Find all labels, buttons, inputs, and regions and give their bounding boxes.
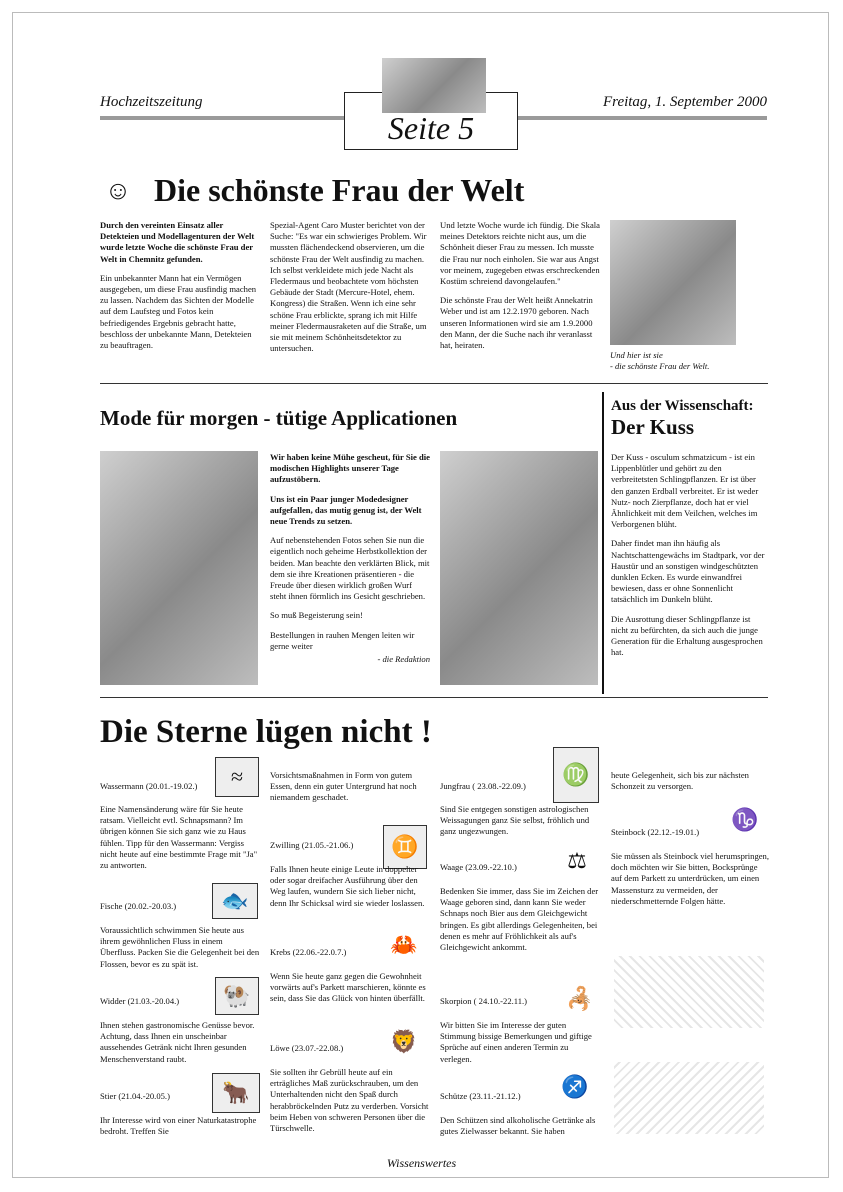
waage-text: Bedenken Sie immer, dass Sie im Zeichen der Waage geboren sind, dann kann Sie weder Schnaps noch Bier aus dem Gleichgewicht bringen. Es gibt allerdings Gelegenheiten, bei denen es mehr auf Fröhlichkeit als auf's Gleichgewicht ankommt. (440, 886, 599, 953)
skorpion-heading: Skorpion ( 24.10.-22.11.) (440, 996, 528, 1006)
schuetze-text: Den Schützen sind alkoholische Getränke als gutes Zielwasser bekannt. Sie haben (440, 1115, 596, 1137)
column4-intro: heute Gelegenheit, sich bis zur nächsten Schonzeit zu versorgen. (611, 770, 749, 792)
schuetze-heading: Schütze (23.11.-21.12.) (440, 1091, 521, 1101)
twins-icon: ♊ (383, 825, 427, 869)
page-number: Seite 5 (387, 110, 475, 146)
column-divider (602, 392, 604, 694)
fische-heading: Fische (20.02.-20.03.) (100, 901, 177, 911)
steinbock-text: Sie müssen als Steinbock viel herumspringen, doch möchten wir Sie bitten, Bocksprünge auf dem Parkett zu unterdrücken, um einen Massensturz zu vermeiden, der niederschmetternde Folgen hätte. (611, 851, 770, 906)
column2-intro: Vorsichtsmaßnahmen in Form von gutem Essen, denn ein guter Untergrund hat noch niemandem geschadet. (270, 770, 417, 803)
article3-p1: Der Kuss - osculum schmatzicum - ist ein Lippenblütler und gehört zu den verbreitetsten Schlingpflanzen. Er ist über den ganzen Erdball verbreitet. Er ist weder Nutz- noch Zierpflanze, doch hat er viel Ähnlichkeit mit dem Veilchen, welches im Verborgenen blüht. (611, 452, 759, 530)
wassermann-text: Eine Namensänderung wäre für Sie heute ratsam. Vielleicht evtl. Schnapsmann? Im übrigen können Sie sich ganz wie zu Haus fühlen. Tipp für den Wassermann: Vergiss nicht heute auf eine bestimmte Frage mit "Ja" zu antworten. (100, 804, 258, 871)
article1-col2-p1: Spezial-Agent Caro Muster berichtet von der Suche: "Es war ein schwieriges Problem. Wir mussten flächendeckend observieren, um die schönste Frau der Welt ausfindig zu machen. Ich selbst verkleidete mich jede Nacht als Fledermaus und beobachtete vom höchsten Gebäude der Stadt (Mercure-Hotel, ehem. Kongress) die Straßen. Wenn ich eine sehr schöne Frau erblickte, sprang ich mit Hilfe meiner Fledermausraketen auf die Straße, um sie mit meinem Schönheitsdetektor zu untersuchen. (270, 220, 427, 354)
stier-text: Ihr Interesse wird von einer Naturkatastrophe bedroht. Treffen Sie (100, 1115, 257, 1137)
woman-photo (610, 220, 736, 345)
article2-p2: Auf nebenstehenden Fotos sehen Sie nun die eigentlich noch geheime Herbstkollektion der beiden. Man beachte den verklärten Blick, mit dem sie ihre Kreationen präsentieren - die Freude über diesen wirklich großen Wurf steht ihnen förmlich ins Gesicht geschrieben. (270, 535, 430, 602)
ram-icon: 🐏 (215, 977, 259, 1015)
scales-icon: ⚖ (556, 838, 598, 884)
divider-2 (100, 697, 768, 698)
article3-p3: Die Ausrottung dieser Schlingpflanze ist nicht zu befürchten, da sich auch die junge Generation für die Erhaltung ausgesprochen hat. (611, 613, 763, 658)
article1-title: Die schönste Frau der Welt (154, 172, 525, 208)
widder-heading: Widder (21.03.-20.04.) (100, 996, 180, 1006)
article1-caption-1: Und hier ist sie (610, 350, 663, 360)
header-left: Hochzeitszeitung (100, 94, 203, 110)
loewe-text: Sie sollten ihr Gebrüll heute auf ein erträgliches Maß zurückschrauben, um den Unterhaltenden nicht den Spaß durch herabbröckelnden Putz zu verderben. Vorsicht beim Heben von schweren Personen über die Türschwelle. (270, 1067, 429, 1134)
article2-p4: Bestellungen in rauhen Mengen leiten wir gerne weiter (270, 629, 415, 651)
stier-heading: Stier (21.04.-20.05.) (100, 1091, 170, 1101)
loewe-heading: Löwe (23.07.-22.08.) (270, 1043, 344, 1053)
article2-lead-2: Uns ist ein Paar junger Modedesigner aufgefallen, das mutig genug ist, der Welt neue Trends zu setzen. (270, 493, 422, 527)
article2-signature: - die Redaktion (377, 654, 430, 665)
girl-photo (100, 451, 258, 685)
krebs-heading: Krebs (22.06.-22.0.7.) (270, 947, 347, 957)
footer-section: Wissenswertes (386, 1156, 457, 1170)
fish-icon: 🐟 (212, 883, 258, 919)
article2-title: Mode für morgen - tütige Applicationen (100, 406, 458, 430)
zwilling-heading: Zwilling (21.05.-21.06.) (270, 840, 354, 850)
couple-photo (382, 58, 486, 113)
article1-col3-p1: Und letzte Woche wurde ich fündig. Die Skala meines Detektors reichte nicht aus, um die Schönheit dieser Frau zu messen. Ich musste die Frau nur noch einholen. Sie war aus Angst vor meinem, zugegeben etwas erschreckenden Kostüm schreiend davongelaufen." (440, 220, 600, 287)
bull-icon: 🐂 (212, 1073, 260, 1113)
article2-p3: So muß Begeisterung sein! (270, 610, 363, 621)
horoscope-title: Die Sterne lügen nicht ! (100, 714, 432, 750)
article3-title: Der Kuss (611, 415, 695, 439)
ibex-icon: ♑ (722, 800, 768, 840)
article1-col1-p2: Ein unbekannter Mann hat ein Vermögen ausgegeben, um diese Frau ausfindig machen zu lassen. Nachdem das Sichten der Modelle auf dem Laufsteg und Fotos kein befriedigendes Ergebnis gebracht hatte, beschloss der unbekannte Mann, Detekteien zu beauftragen. (100, 272, 257, 351)
archer-icon: ♐ (552, 1065, 598, 1109)
boy-photo (440, 451, 598, 685)
lion-icon: 🦁 (381, 1018, 427, 1066)
woman-face-icon: ☺ (100, 170, 136, 212)
skorpion-text: Wir bitten Sie im Interesse der guten Stimmung bissige Bemerkungen und giftige Sprüche auf einen anderen Termin zu verlegen. (440, 1020, 592, 1064)
divider-1 (100, 383, 768, 384)
jungfrau-text: Sind Sie entgegen sonstigen astrologischen Weissagungen ganz Sie selbst, fröhlich und ganz ungezwungen. (440, 804, 590, 837)
header-date: Freitag, 1. September 2000 (603, 94, 767, 110)
krebs-text: Wenn Sie heute ganz gegen die Gewohnheit vorwärts auf's Parkett marschieren, könnte es sein, dass Sie das Glück von hinten überfällt. (270, 971, 426, 1004)
wave-icon: ≈ (215, 757, 259, 797)
article1-lead: Durch den vereinten Einsatz aller Detekteien und Modellagenturen der Welt wurde letzte Woche die schönste Frau der Welt in Chemnitz gefunden. (100, 220, 255, 264)
article3-kicker: Aus der Wissenschaft: (611, 398, 754, 414)
widder-text: Ihnen stehen gastronomische Genüsse bevor. Achtung, dass Ihnen ein unscheinbar aussehendes Getränk nicht Ihren gesunden Menschenverstand raubt. (100, 1020, 255, 1064)
fische-text: Voraussichtlich schwimmen Sie heute aus ihrem gewöhnlichen Fluss in einem Überfluss. Packen Sie die Gelegenheit bei den Flossen, bevor es zu spät ist. (100, 925, 260, 969)
wassermann-heading: Wassermann (20.01.-19.02.) (100, 781, 198, 791)
article3-p2: Daher findet man ihn häufig als Nachtschattengewächs im Stadtpark, vor der Haustür und an sonstigen windgeschützten dunklen Ecken. Es wurde einwandfrei bewiesen, dass er ohne Sonnenlicht tatsächlich im Dunkeln blüht. (611, 538, 765, 605)
crab-icon: 🦀 (381, 926, 427, 964)
scorpion-icon: 🦂 (560, 984, 600, 1014)
article1-col3-p2: Die schönste Frau der Welt heißt Annekatrin Weber und ist am 12.2.1970 geboren. Nach unseren Informationen wird sie am 1.9.2000 den Mann, der die Suche nach ihr veranlasst hat, heiraten. (440, 295, 593, 351)
kissing-cartoon-2 (614, 1062, 764, 1134)
article2-lead: Wir haben keine Mühe gescheut, für Sie die modischen Highlights unserer Tage aufzustöbern. (270, 452, 430, 485)
waage-heading: Waage (23.09.-22.10.) (440, 862, 517, 872)
zwilling-text: Falls Ihnen heute einige Leute in doppelter oder sogar dreifacher Ausführung über den Weg laufen, wundern Sie sich lieber nicht, denn Ihr Schicksal wird sie wieder loslassen. (270, 864, 425, 908)
kissing-cartoon-1 (614, 956, 764, 1028)
virgin-icon: ♍ (553, 747, 599, 803)
steinbock-heading: Steinbock (22.12.-19.01.) (611, 827, 700, 837)
jungfrau-heading: Jungfrau ( 23.08.-22.09.) (440, 781, 526, 791)
article1-caption-2: - die schönste Frau der Welt. (610, 361, 710, 371)
